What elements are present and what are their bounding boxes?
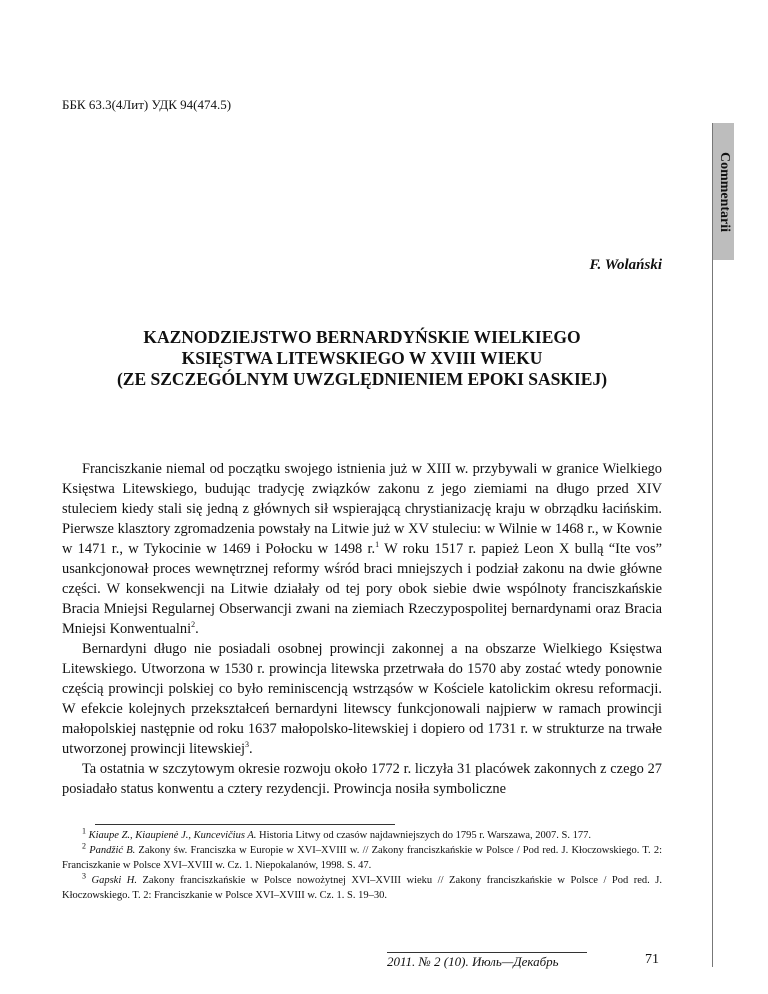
paragraph	[62, 759, 662, 799]
page-number: 71	[645, 952, 659, 967]
footnote-authors: Pandžić B.	[89, 845, 136, 856]
footnote-number: 1	[82, 826, 86, 836]
footnote-ref: 3	[245, 740, 250, 750]
article-author: F. Wolański	[589, 257, 662, 273]
title-line: KAZNODZIEJSTWO BERNARDYŃSKIE WIELKIEGO	[143, 327, 581, 347]
footnote-text: Historia Litwy od czasów najdawniejszych do 1795 r. Warszawa, 2007. S. 177.	[256, 830, 592, 841]
footnote-text: Zakony franciszkańskie w Polsce nowożytnej XVI–XVIII wieku // Zakony franciszkańskie w Polsce / Pod red. J. Kłoczowskiego. T. 2: Franciszkanie w Polsce XVI–XVIII w. Cz. 1. S. 19–30.	[62, 875, 662, 901]
margin-divider	[712, 123, 713, 967]
paragraph-text: .	[195, 621, 199, 637]
paragraph-text: Bernardyni długo nie posiadali osobnej prowincji zakonnej a na obszarze Wielkiego Księstwa Litewskiego. Utworzona w 1530 r. prowincja litewska przetrwała do 1570 aby zostać wtedy ponownie częścią prowincji polskiej co było reminiscencją wstrząsów w Kościele katolickim okresu reformacji. W efekcie kolejnych przekształceń bernardyni litewscy funkcjonowali najpierw w ramach prowincji małopolskiej następnie od roku 1637 małopolsko-litewskiej i dopiero od 1731 r. w strukturze na trwałe utworzonej prowincji litewskiej	[62, 641, 662, 757]
footnote-ref: 1	[375, 540, 380, 550]
footnote-separator	[95, 824, 395, 825]
paragraph-text: .	[249, 741, 253, 757]
journal-issue: 2011. № 2 (10). Июль—Декабрь	[387, 954, 559, 969]
footer-rule	[387, 952, 587, 953]
paragraph-text: W roku 1517 r. papież Leon X bullą “Ite vos” usankcjonował proces wewnętrznej reformy wśród braci mniejszych i podział zakonu na dwie główne części. W konsekwencji na Litwie działały od tej pory obok siebie dwie wspólnoty franciszkańskie Bracia Mniejsi Regularnej Obserwancji zwani na ziemiach Rzeczypospolitej bernardynami oraz Bracia Mniejsi Konwentualni	[62, 541, 662, 637]
paragraph	[62, 639, 662, 759]
title-line: KSIĘSTWA LITEWSKIEGO W XVIII WIEKU	[181, 348, 543, 368]
paragraph-text: Ta ostatnia w szczytowym okresie rozwoju około 1772 r. liczyła 31 placówek zakonnych z czego 27 posiadało status konwentu a cztery rezydencji. Prowincja nosiła symboliczne	[62, 761, 662, 797]
footnote-ref: 2	[191, 620, 196, 630]
footnote	[62, 828, 662, 843]
footnote-number: 2	[82, 841, 86, 851]
article-body	[62, 459, 662, 799]
footnote-number: 3	[82, 871, 86, 881]
article-title	[62, 327, 662, 390]
section-label: Commentarii	[717, 151, 732, 233]
title-line: (ZE SZCZEGÓLNYM UWZGLĘDNIENIEM EPOKI SASKIEJ)	[116, 369, 608, 389]
footnote-authors: Kiaupe Z., Kiaupienė J., Kuncevičius A.	[88, 830, 257, 841]
footnote	[62, 873, 662, 903]
footnote-text: Zakony św. Franciszka w Europie w XVI–XVIII w. // Zakony franciszkańskie w Polsce / Pod red. J. Kłoczowskiego. T. 2: Franciszkanie w Polsce XVI–XVIII w. Cz. 1. Niepokalanów, 1998. S. 47.	[62, 845, 662, 871]
footnotes	[62, 828, 662, 903]
paragraph-text: Franciszkanie niemal od początku swojego istnienia już w XIII w. przybywali w granice Wielkiego Księstwa Litewskiego, budując tradycję związków zakonu z jego ziemiami na długo przed XIV stuleciem kiedy stali się jedną z głównych sił wspierającą chrystianizację kraju w obrządku łacińskim. Pierwsze klasztory zgromadzenia powstały na Litwie już w XV stuleciu: w Wilnie w 1468 r., w Kownie w 1471 r., w Tykocinie w 1469 i Połocku w 1498 r.	[62, 461, 662, 557]
paragraph	[62, 459, 662, 639]
footnote-authors: Gapski H.	[91, 875, 137, 886]
classification-code: ББК 63.3(4Лит) УДК 94(474.5)	[62, 97, 232, 112]
footnote	[62, 843, 662, 873]
